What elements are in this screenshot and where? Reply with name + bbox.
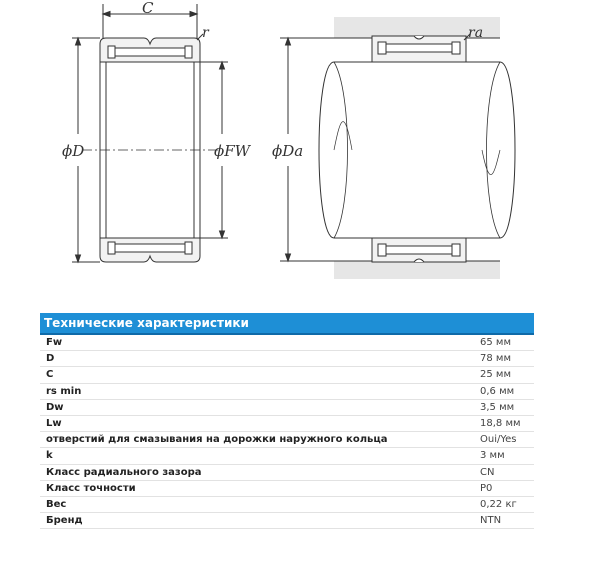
spec-value: 78 мм (472, 351, 534, 367)
table-row (40, 513, 534, 529)
spec-key: Fw (40, 335, 472, 351)
spec-key: rs min (40, 383, 472, 399)
table-row (40, 415, 534, 431)
spec-key: отверстий для смазывания на дорожки наружного кольца (40, 432, 472, 448)
spec-value: Oui/Yes (472, 432, 534, 448)
dim-c-label: C (142, 0, 154, 17)
table-row (40, 383, 534, 399)
spec-key: Lw (40, 415, 472, 431)
dim-r-label: r (202, 25, 209, 41)
table-row (40, 367, 534, 383)
bearing-section-view (72, 4, 228, 262)
spec-key: Вес (40, 496, 472, 512)
spec-value: 0,22 кг (472, 496, 534, 512)
spec-key: Dw (40, 399, 472, 415)
spec-value: 65 мм (472, 335, 534, 351)
spec-value: 3 мм (472, 448, 534, 464)
spec-value: 18,8 мм (472, 415, 534, 431)
spec-value: NTN (472, 513, 534, 529)
table-row (40, 432, 534, 448)
table-row (40, 480, 534, 496)
spec-key: Класс точности (40, 480, 472, 496)
table-row (40, 464, 534, 480)
table-row (40, 351, 534, 367)
spec-key: Класс радиального зазора (40, 464, 472, 480)
spec-key: D (40, 351, 472, 367)
specifications-panel (40, 313, 534, 529)
dim-d-label: ϕD (62, 142, 85, 160)
spec-value: 0,6 мм (472, 383, 534, 399)
dim-ra-label: ra (468, 25, 484, 41)
spec-value: 3,5 мм (472, 399, 534, 415)
dim-da-label: ϕDa (272, 142, 304, 160)
spec-value: P0 (472, 480, 534, 496)
table-row (40, 399, 534, 415)
table-row (40, 335, 534, 351)
table-row (40, 448, 534, 464)
spec-key: C (40, 367, 472, 383)
specs-title: Технические характеристики (40, 313, 534, 335)
spec-value: CN (472, 464, 534, 480)
specs-table (40, 335, 534, 529)
bearing-mounted-view (280, 17, 515, 279)
spec-key: Бренд (40, 513, 472, 529)
spec-value: 25 мм (472, 367, 534, 383)
table-row (40, 496, 534, 512)
spec-key: k (40, 448, 472, 464)
dim-fw-label: ϕFW (214, 142, 251, 160)
